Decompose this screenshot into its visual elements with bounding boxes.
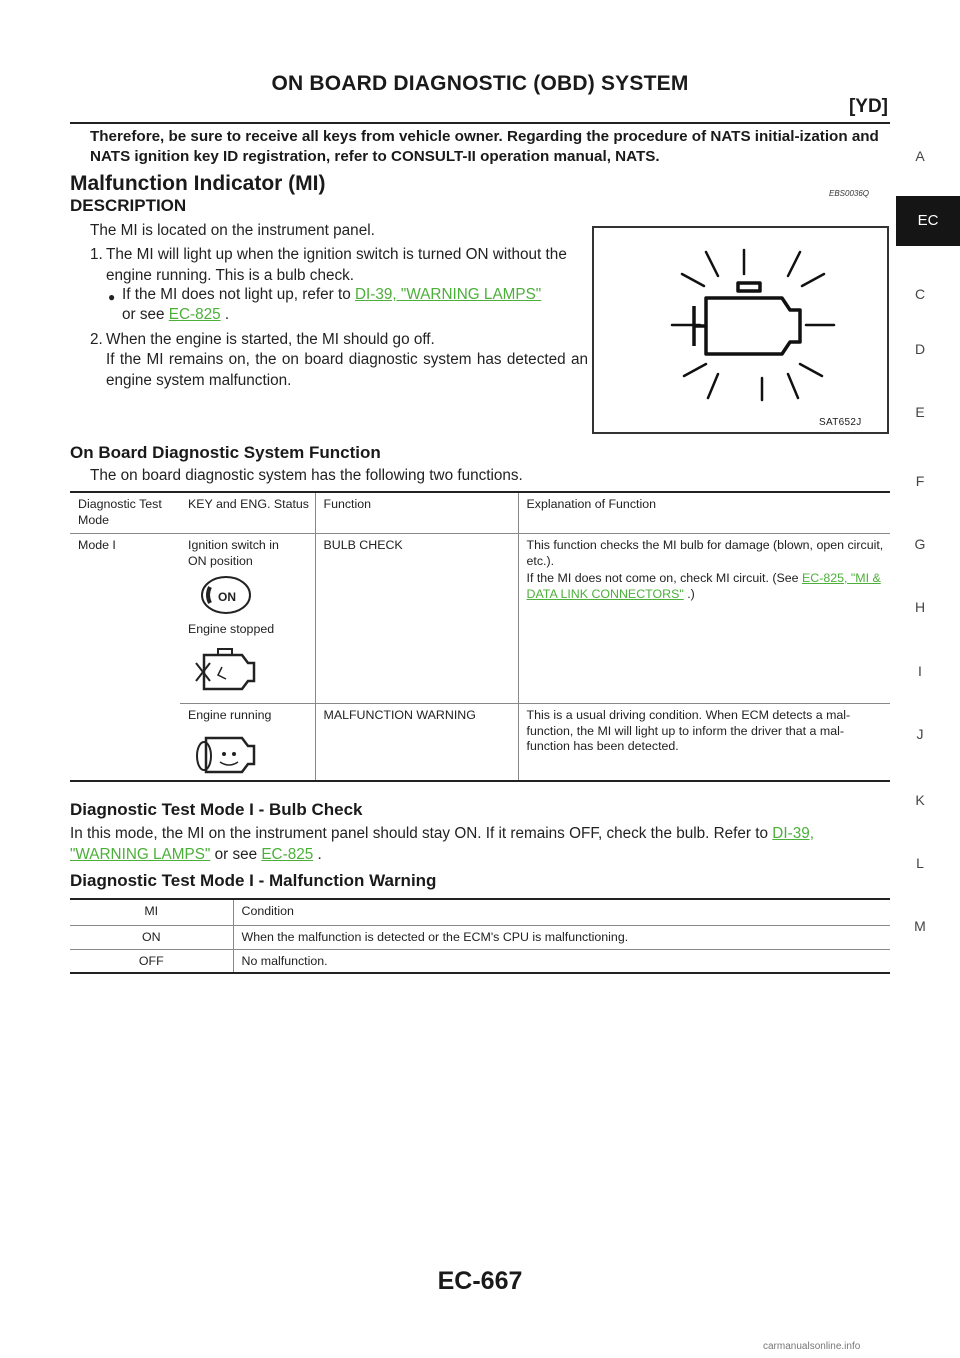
condition-off: No malfunction.	[241, 953, 328, 968]
explanation-cell-1	[518, 534, 890, 704]
side-index-h[interactable]: H	[914, 599, 926, 615]
table-row	[70, 949, 890, 973]
engine-warning-figure	[592, 226, 889, 434]
list-item-1-text: The MI will light up when the ignition switch is turned ON without the engine running. This is a bulb check.	[106, 246, 567, 284]
side-index-ec[interactable]: EC	[896, 196, 960, 246]
bullet-icon: ●	[108, 290, 116, 304]
side-index-j[interactable]: J	[916, 726, 924, 742]
mi-off: OFF	[70, 949, 233, 973]
list-item-2-number: 2.	[90, 331, 103, 348]
obd-function-table	[70, 491, 890, 782]
page-number: EC-667	[437, 1267, 523, 1295]
header-rule	[70, 122, 890, 124]
side-index-m[interactable]: M	[914, 918, 926, 934]
bullet-end: .	[224, 306, 230, 323]
status-cell-1	[180, 534, 315, 704]
side-index-k[interactable]: K	[915, 792, 925, 808]
side-index-i[interactable]: I	[918, 663, 922, 679]
ignition-key-icon	[196, 573, 256, 617]
bullet-or: or see	[122, 306, 165, 323]
mi-on: ON	[70, 925, 233, 949]
bulb-check-title: Diagnostic Test Mode I - Bulb Check	[70, 800, 363, 819]
side-index-g[interactable]: G	[914, 536, 926, 552]
bulb-check-or: or see	[214, 845, 258, 863]
side-index-c[interactable]: C	[914, 286, 926, 302]
th-function: Function	[315, 492, 518, 534]
link-ec-825-bulb[interactable]: EC-825	[261, 845, 314, 863]
section-subtitle: DESCRIPTION	[70, 196, 187, 215]
table-row	[70, 925, 890, 949]
mode-cell: Mode I	[78, 538, 116, 552]
figure-label: SAT652J	[819, 417, 862, 428]
side-index-f[interactable]: F	[915, 473, 925, 489]
list-item-2-line2: If the MI remains on, the on board diagnostic system has detected an engine system malfunction.	[106, 351, 588, 389]
explanation-2: This is a usual driving condition. When ECM detects a mal-function, the MI will light up to inform the driver that a mal-function has been detected.	[518, 704, 890, 782]
status-engine-running: Engine running	[188, 708, 272, 722]
engine-running-icon	[192, 728, 262, 776]
section-code: EBS0036Q	[829, 189, 870, 198]
explanation-1b-text: If the MI does not come on, check MI circuit. (See	[526, 571, 799, 585]
malfunction-warning-title: Diagnostic Test Mode I - Malfunction Warning	[70, 871, 437, 890]
malfunction-warning-table	[70, 898, 890, 974]
bulb-check-end: .	[317, 845, 322, 863]
side-index-d[interactable]: D	[914, 341, 926, 357]
bulb-check-text	[70, 824, 890, 865]
link-di-39-warning[interactable]: DI-39, "WARNING LAMPS"	[70, 825, 814, 863]
explanation-1a: This function checks the MI bulb for damage (blown, open circuit, etc.).	[526, 538, 884, 568]
list-item-1-number: 1.	[90, 246, 103, 263]
obd-function-intro: The on board diagnostic system has the following two functions.	[90, 467, 523, 484]
page-header-title: ON BOARD DIAGNOSTIC (OBD) SYSTEM	[271, 72, 689, 95]
svg-text:ON: ON	[218, 590, 236, 604]
side-index-a[interactable]: A	[915, 148, 925, 164]
intro-text: The MI is located on the instrument panel.	[90, 222, 375, 239]
link-ec-825[interactable]: EC-825	[168, 306, 221, 323]
function-malfunction-warning: MALFUNCTION WARNING	[315, 704, 518, 782]
section-title: Malfunction Indicator (MI)	[70, 172, 326, 195]
bullet-or-line	[122, 305, 229, 326]
explanation-1b-end: .)	[687, 586, 695, 601]
obd-function-title: On Board Diagnostic System Function	[70, 443, 381, 462]
th-test-mode: Diagnostic Test Mode	[70, 492, 180, 534]
th-mi: MI	[70, 899, 233, 925]
status-ignition-on: Ignition switch in ON position	[188, 538, 279, 568]
watermark: carmanualsonline.info	[763, 1341, 861, 1352]
list-item-2-line1: When the engine is started, the MI should go off.	[106, 331, 435, 348]
bullet-text	[122, 285, 588, 306]
link-di-39[interactable]: DI-39, "WARNING LAMPS"	[354, 286, 542, 303]
status-engine-stopped: Engine stopped	[188, 621, 275, 636]
link-ec-825-mi[interactable]: EC-825, "MI & DATA LINK CONNECTORS"	[526, 571, 881, 601]
explanation-1b	[527, 571, 885, 602]
side-index-l[interactable]: L	[916, 855, 924, 871]
function-bulb-check: BULB CHECK	[315, 534, 518, 704]
engine-stopped-icon	[192, 641, 262, 693]
side-index-e[interactable]: E	[915, 404, 925, 420]
th-key-status: KEY and ENG. Status	[180, 492, 315, 534]
bulb-check-body: In this mode, the MI on the instrument panel should stay ON. If it remains OFF, check the bulb. Refer to	[70, 825, 769, 842]
th-explanation: Explanation of Function	[518, 492, 890, 534]
engine-warning-icon	[594, 228, 887, 432]
condition-on: When the malfunction is detected or the ECM's CPU is malfunctioning.	[233, 925, 890, 949]
th-condition: Condition	[233, 899, 890, 925]
bullet-prefix: If the MI does not light up, refer to	[122, 286, 351, 303]
lead-text: Therefore, be sure to receive all keys from vehicle owner. Regarding the procedure of NATS initial-ization and NATS ignition key ID registration, refer to CONSULT-II operation manual, NATS.	[90, 128, 879, 165]
status-cell-2	[180, 704, 315, 782]
page-header-subtitle: [YD]	[848, 96, 888, 117]
